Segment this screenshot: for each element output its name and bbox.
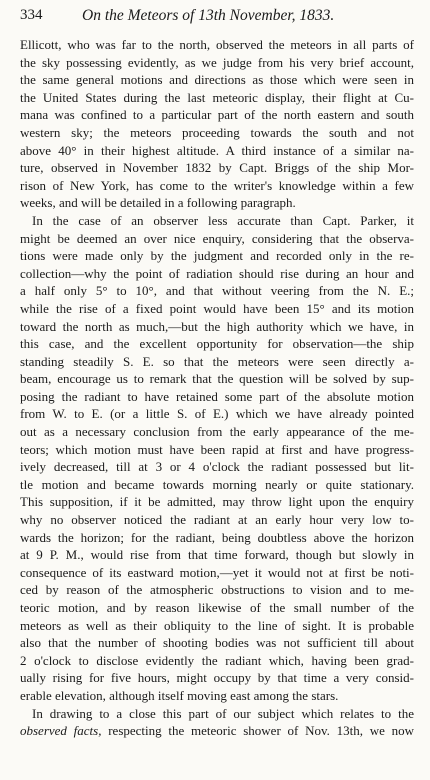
final-text-line	[20, 722, 414, 740]
text-line: ively decreased, till at 3 or 4 o'clock the radiant possessed but lit-	[20, 459, 414, 475]
text-line: posing the radiant to have retained some part of the absolute motion	[20, 388, 414, 404]
text-line: meteors as well as their obliquity to the line of sight. It is probable	[20, 617, 414, 633]
italic-phrase: observed facts,	[20, 723, 102, 739]
text-line: a half only 5° to 10°, and that without veering from the N. E.;	[20, 283, 414, 299]
text-line: from W. to E. (or a little S. of E.) which we have already pointed	[20, 406, 414, 422]
text-line: ced by reason of the atmospheric obstructions to vision and to me-	[20, 582, 414, 598]
text-line: the sky possessing evidently, as we judge from his very brief account,	[20, 54, 414, 70]
text-line: at 9 P. M., would rise from that time forward, though but slowly in	[20, 547, 414, 563]
text-line: toward the north as much,—but the high authority which we have, in	[20, 318, 414, 334]
text-line: also that the number of shooting bodies was not sufficient till about	[20, 635, 414, 651]
text-line: standing steadily S. E. so that the meteors were seen directly a-	[20, 353, 414, 369]
text-line: why no observer noticed the radiant at an early hour very low to-	[20, 512, 414, 528]
text-line: this case, and the excellent opportunity for observation—the ship	[20, 336, 414, 352]
final-line-rest: respecting the meteoric shower of Nov. 13th, we now	[101, 723, 415, 739]
text-line: wards the horizon; for the radiant, being doubtless above the horizon	[20, 529, 414, 545]
text-line: beam, encourage us to remark that the question will be solved by sup-	[20, 371, 414, 387]
text-line: the United States during the last meteoric display, their flight at Cu-	[20, 89, 414, 105]
text-line: mana was confined to a particular part of the north eastern and south	[20, 107, 414, 123]
body-text	[20, 36, 414, 740]
text-line: This supposition, if it be admitted, may throw light upon the enquiry	[20, 494, 414, 510]
text-line: teoric motion, and by reason likewise of the small number of the	[20, 600, 414, 615]
text-line: weeks, and will be detailed in a following paragraph.	[20, 195, 296, 211]
page-header	[20, 7, 410, 27]
text-line: 2 o'clock to disclose evidently the radiant which, having been grad-	[20, 652, 414, 668]
paragraph-start-line: In drawing to a close this part of our subject which relates to the	[32, 705, 414, 721]
text-line: might be deemed an over nice enquiry, considering that the observa-	[20, 230, 414, 246]
text-line: teors; which motion must have been rapid at first and have progress-	[20, 441, 414, 457]
text-line: rison of New York, has come to the writer's knowledge within a few	[20, 177, 414, 193]
running-head: On the Meteors of 13th November, 1833.	[82, 7, 335, 24]
paragraph-start-line: In the case of an observer less accurate than Capt. Parker, it	[32, 212, 414, 228]
text-line: consequence of its eastward motion,—yet it would not at first be noti-	[20, 564, 414, 580]
text-line: collection—why the point of radiation should rise during an hour and	[20, 265, 414, 281]
text-line: the same general motions and directions as those which were seen in	[20, 72, 414, 88]
text-line: tions were made only by the judgment and recorded only in the re-	[20, 248, 414, 264]
text-line: Ellicott, who was far to the north, observed the meteors in all parts of	[20, 37, 414, 52]
text-line: above 40° in their highest altitude. A third instance of a similar na-	[20, 142, 414, 158]
page-number: 334	[20, 7, 43, 23]
text-line: while the rise of a fixed point would have been 15° and its motion	[20, 300, 414, 316]
text-line: tle motion and became towards morning nearly or quite stationary.	[20, 476, 414, 492]
text-line: ture, observed in November 1832 by Capt. Briggs of the ship Mor-	[20, 160, 414, 176]
text-line: ually rising for five hours, might occupy by that time a very consid-	[20, 670, 414, 686]
text-line: western sky; the meteors proceeding towards the south and not	[20, 124, 414, 140]
text-line: out as a necessary conclusion from the early appearance of the me-	[20, 424, 414, 440]
text-line: erable elevation, although itself moving east among the stars.	[20, 687, 339, 703]
